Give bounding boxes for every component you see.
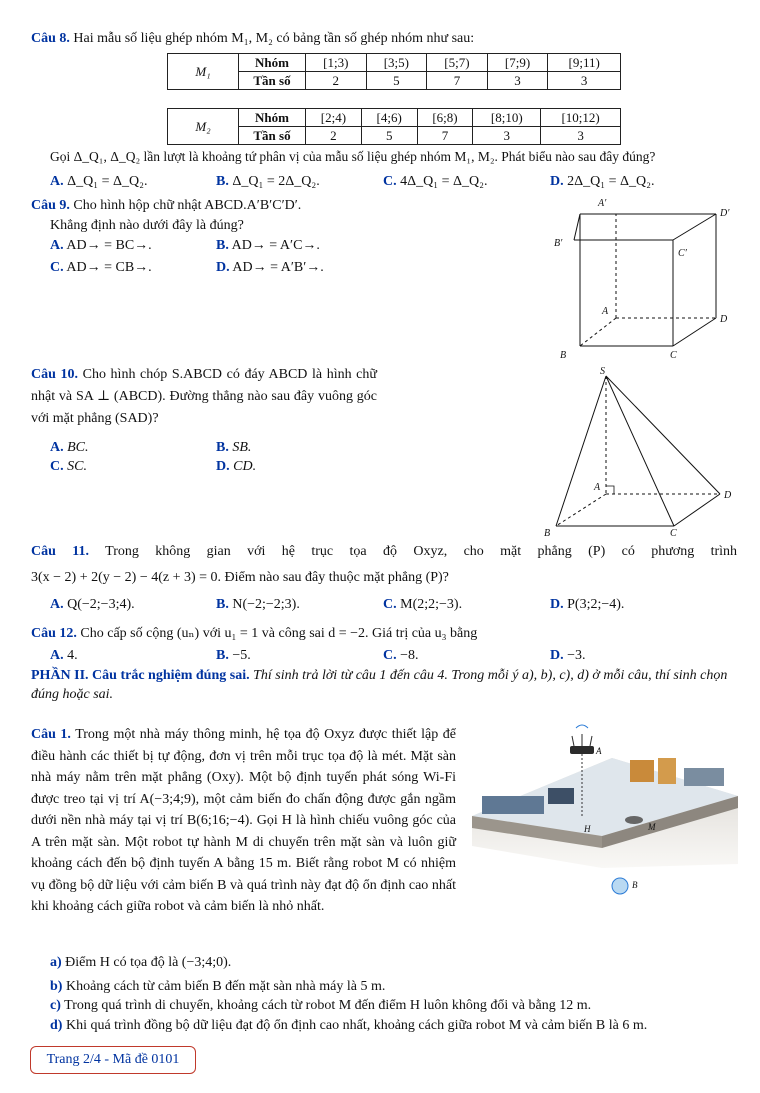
q11-option-key: B. xyxy=(216,597,229,612)
q11-text2: 3(x − 2) + 2(y − 2) − 4(z + 3) = 0. Điểm nào sau đây thuộc mặt phẳng (P)? xyxy=(31,570,449,585)
q10-option-key: A. xyxy=(50,440,64,455)
label-a-prime: A′ xyxy=(598,198,607,209)
q12-option-key: D. xyxy=(550,648,564,663)
q9-option-text: AD→ = A′B′→. xyxy=(232,260,324,275)
label-s: S xyxy=(600,366,605,377)
q12-option-key: C. xyxy=(383,648,397,663)
q10-option-text: SB. xyxy=(232,440,252,455)
shelf-icon xyxy=(684,768,724,786)
m2-header-group: Nhóm xyxy=(239,109,306,127)
q10-option-text: SC. xyxy=(67,459,87,474)
label-a: A xyxy=(602,306,609,317)
p2q1-statement-b xyxy=(50,979,385,995)
q8-option-b xyxy=(216,174,320,190)
statement-text: Trong quá trình di chuyển, khoảng cách từ robot M đến điểm H luôn không đổi và bằng 12 m. xyxy=(64,998,592,1013)
p2q1-statement-c xyxy=(50,998,591,1014)
m2-name: M₂ xyxy=(168,109,239,145)
statement-key: a) xyxy=(50,955,62,970)
q11-option-text: N(−2;−2;3). xyxy=(232,597,300,612)
m1-table xyxy=(167,53,621,90)
q11-heading xyxy=(31,544,737,560)
q8-option-text: 2Δ_Q₁ = Δ_Q₂. xyxy=(567,174,655,189)
q9-option-text: AD→ = A′C→. xyxy=(231,238,320,253)
label-m: M xyxy=(648,822,656,832)
q9-option-b xyxy=(216,238,320,254)
m1-group: [5;7) xyxy=(427,54,488,72)
q12-text: Cho cấp số cộng (uₙ) với u₁ = 1 và công sai d = −2. Giá trị của u₃ bằng xyxy=(80,626,478,641)
q9-label: Câu 9. xyxy=(31,198,70,213)
m1-header-freq: Tần số xyxy=(239,72,306,90)
q10-option-a xyxy=(50,440,89,456)
q9-text: Cho hình hộp chữ nhật ABCD.A′B′C′D′. xyxy=(73,198,302,213)
q9-option-key: C. xyxy=(50,260,64,275)
q11-text: Trong không gian với hệ trục tọa độ Oxyz, cho mặt phẳng (P) có phương trình xyxy=(105,544,738,559)
q11-option-key: A. xyxy=(50,597,64,612)
mobile-robot-icon xyxy=(625,816,643,824)
p2q1-statement-a xyxy=(50,955,231,971)
m1-group: [1;3) xyxy=(306,54,367,72)
m1-freq: 3 xyxy=(548,72,621,90)
q9-option-key: D. xyxy=(216,260,230,275)
q8-prompt: Gọi Δ_Q₁, Δ_Q₂ lần lượt là khoảng tứ phân vị của mẫu số liệu ghép nhóm M₁, M₂. Phát biểu nào sau đây đúng? xyxy=(50,149,656,164)
q10-option-d xyxy=(216,459,256,475)
m2-group: [8;10) xyxy=(473,109,541,127)
q12-option-key: A. xyxy=(50,648,64,663)
label-h: H xyxy=(584,824,591,834)
m2-group: [2;4) xyxy=(306,109,362,127)
q12-option-text: 4. xyxy=(67,648,78,663)
label-c: C xyxy=(670,528,677,538)
label-a: A xyxy=(594,482,601,493)
q8-option-text: Δ_Q₁ = 2Δ_Q₂. xyxy=(232,174,320,189)
statement-text: Khoảng cách từ cảm biến B đến mặt sàn nhà máy là 5 m. xyxy=(65,979,386,994)
m2-group: [4;6) xyxy=(361,109,417,127)
q11-option-d xyxy=(550,597,624,613)
q10-option-key: C. xyxy=(50,459,64,474)
box-figure xyxy=(552,196,738,364)
q11-option-a xyxy=(50,597,135,613)
factory-figure xyxy=(462,718,738,914)
pyramid-figure xyxy=(540,366,740,538)
q10-option-key: D. xyxy=(216,459,230,474)
q9-heading xyxy=(31,198,301,214)
m1-freq: 2 xyxy=(306,72,367,90)
p2q1-label: Câu 1. xyxy=(31,727,71,742)
q10-option-text: CD. xyxy=(233,459,257,474)
part2-heading xyxy=(31,666,739,704)
q11-option-b xyxy=(216,597,300,613)
m2-header-freq: Tần số xyxy=(239,127,306,145)
q8-option-text: Δ_Q₁ = Δ_Q₂. xyxy=(67,174,148,189)
q10-option-key: B. xyxy=(216,440,229,455)
label-b: B xyxy=(632,880,638,890)
m1-freq: 3 xyxy=(487,72,548,90)
q9-option-text: AD→ = CB→. xyxy=(66,260,152,275)
label-d: D xyxy=(724,490,732,501)
q11-option-text: P(3;2;−4). xyxy=(567,597,625,612)
q12-option-key: B. xyxy=(216,648,229,663)
q12-option-text: −3. xyxy=(567,648,586,663)
q8-option-key: D. xyxy=(550,174,564,189)
q11-option-key: C. xyxy=(383,597,397,612)
q12-option-b xyxy=(216,648,251,664)
statement-text: Khi quá trình đồng bộ dữ liệu đạt độ ổn định cao nhất, khoảng cách giữa robot M và cảm biến B là 6 m. xyxy=(65,1018,648,1033)
machine-icon xyxy=(482,796,544,814)
q12-option-d xyxy=(550,648,586,664)
m2-group: [6;8) xyxy=(417,109,473,127)
label-d: D xyxy=(720,314,728,325)
q12-option-text: −8. xyxy=(400,648,419,663)
q12-label: Câu 12. xyxy=(31,626,77,641)
label-d-prime: D′ xyxy=(720,208,730,219)
q11-option-key: D. xyxy=(550,597,564,612)
q9-option-c xyxy=(50,260,152,276)
m2-freq: 3 xyxy=(541,127,621,145)
m2-freq: 7 xyxy=(417,127,473,145)
q11-option-c xyxy=(383,597,462,613)
q8-option-d xyxy=(550,174,655,190)
q8-text: Hai mẫu số liệu ghép nhóm M₁, M₂ có bảng tần số ghép nhóm như sau: xyxy=(73,31,475,46)
q10-option-c xyxy=(50,459,87,475)
router-icon xyxy=(570,746,594,754)
q10-label: Câu 10. xyxy=(31,367,78,382)
m1-group: [7;9) xyxy=(487,54,548,72)
q9-option-a xyxy=(50,238,152,254)
q9-option-d xyxy=(216,260,324,276)
q8-label: Câu 8. xyxy=(31,31,70,46)
q10-heading xyxy=(31,364,377,430)
m1-freq: 7 xyxy=(427,72,488,90)
m1-group: [9;11) xyxy=(548,54,621,72)
m1-header-group: Nhóm xyxy=(239,54,306,72)
q8-option-key: B. xyxy=(216,174,229,189)
page-footer: Trang 2/4 - Mã đề 0101 xyxy=(30,1046,196,1074)
q10-option-b xyxy=(216,440,251,456)
label-b: B xyxy=(560,350,567,361)
label-c-prime: C′ xyxy=(678,248,687,259)
robot-arm-icon xyxy=(630,760,654,782)
q12-heading xyxy=(31,625,477,642)
label-c: C xyxy=(670,350,677,361)
q8-option-a xyxy=(50,174,148,190)
label-a: A xyxy=(596,746,602,756)
statement-key: d) xyxy=(50,1018,63,1033)
q10-option-text: BC. xyxy=(67,440,89,455)
m2-table xyxy=(167,108,621,145)
q8-option-c xyxy=(383,174,488,190)
q10-text: Cho hình chóp S.ABCD có đáy ABCD là hình chữ nhật và SA ⊥ (ABCD). Đường thẳng nào sau đây vuông góc với mặt phẳng (SAD)? xyxy=(31,367,377,426)
m1-group: [3;5) xyxy=(366,54,427,72)
part2-title: PHẦN II. Câu trắc nghiệm đúng sai. xyxy=(31,668,250,683)
q11-option-text: M(2;2;−3). xyxy=(400,597,463,612)
q8-heading xyxy=(31,31,474,47)
m2-freq: 5 xyxy=(361,127,417,145)
statement-key: c) xyxy=(50,998,61,1013)
label-b-prime: B′ xyxy=(554,238,563,249)
q8-option-key: A. xyxy=(50,174,64,189)
m2-group: [10;12) xyxy=(541,109,621,127)
q8-option-key: C. xyxy=(383,174,397,189)
part2-instruction: Thí sinh trả lời từ câu 1 đến câu 4. Trong mỗi ý a), b), c), d) ở mỗi câu, thí sinh chọn đúng hoặc sai. xyxy=(31,668,728,702)
q9-option-text: AD→ = BC→. xyxy=(66,238,152,253)
q12-option-text: −5. xyxy=(232,648,251,663)
q9-option-key: A. xyxy=(50,238,64,253)
label-b: B xyxy=(544,528,551,538)
m2-freq: 3 xyxy=(473,127,541,145)
p2q1-statement-d xyxy=(50,1018,647,1034)
p2q1-body xyxy=(31,724,456,918)
q12-option-a xyxy=(50,648,78,664)
q9-option-key: B. xyxy=(216,238,229,253)
q11-option-text: Q(−2;−3;4). xyxy=(67,597,135,612)
statement-key: b) xyxy=(50,979,63,994)
q12-option-c xyxy=(383,648,419,664)
m1-freq: 5 xyxy=(366,72,427,90)
p2q1-text: Trong một nhà máy thông minh, hệ tọa độ Oxyz được thiết lập để điều hành các thiết bị tự động, đơn vị trên mỗi trục tọa độ là mét. Mặt sàn nhà máy nằm trên mặt phẳng (Oxy). Một bộ định tuyến phát sóng Wi-Fi được treo tại vị trí A(−3;4;9), một cảm biến đo chấn động được gắn ngầm dưới nền nhà máy tại vị trí B(6;16;−4). Gọi H là hình chiếu vuông góc của A trên mặt sàn. Một robot tự hành M di chuyển trên mặt sàn và luôn giữ khoảng cách đến bộ định tuyến A bằng 15 m. Biết rằng robot M có nhiệm vụ đồng bộ dữ liệu với cảm biến B và quá trình này đạt độ ổn định cao nhất khi khoảng cách giữa robot và cảm biến là nhỏ nhất. xyxy=(31,727,456,914)
m2-freq: 2 xyxy=(306,127,362,145)
sensor-icon xyxy=(612,878,628,894)
q8-option-text: 4Δ_Q₁ = Δ_Q₂. xyxy=(400,174,488,189)
m1-name: M₁ xyxy=(168,54,239,90)
statement-text: Điểm H có tọa độ là (−3;4;0). xyxy=(65,955,232,970)
q11-label: Câu 11. xyxy=(31,544,90,559)
q9-prompt: Khẳng định nào dưới đây là đúng? xyxy=(50,218,244,233)
